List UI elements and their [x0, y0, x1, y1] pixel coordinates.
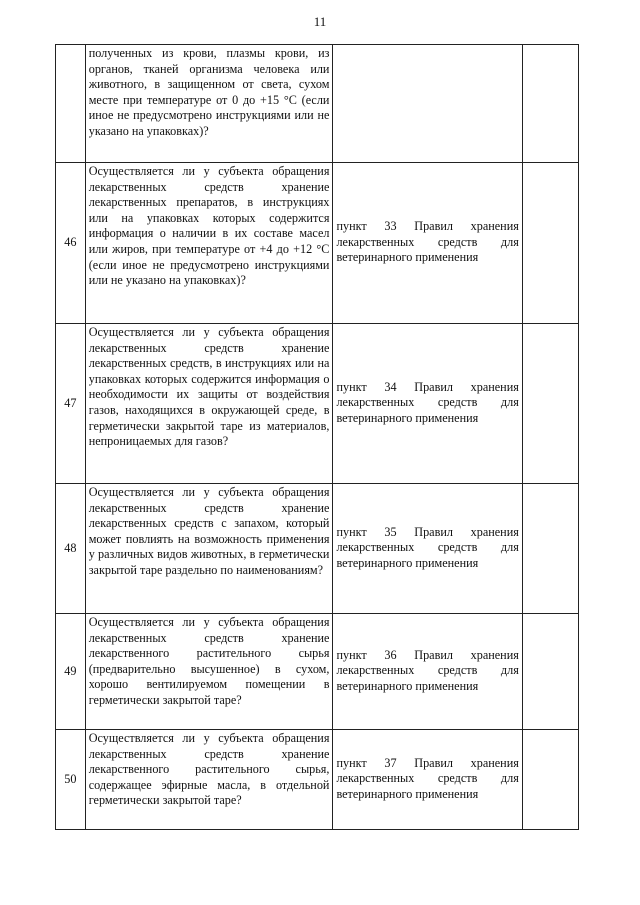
reference-cell: пункт 33 Правил хранения лекарственных средств для ветеринарного применения — [333, 163, 522, 324]
table-row — [56, 484, 579, 614]
reference-cell — [333, 45, 522, 163]
empty-cell — [522, 730, 578, 830]
row-number: 49 — [56, 614, 86, 730]
question-cell: Осуществляется ли у субъекта обращения лекарственных средств хранение лекарственных средств с запахом, который может повлиять на возможность применения у различных видов животных, в герметически закрытой таре раздельно по наименованиям? — [85, 484, 333, 614]
row-number: 50 — [56, 730, 86, 830]
table-row — [56, 614, 579, 730]
row-number: 46 — [56, 163, 86, 324]
empty-cell — [522, 484, 578, 614]
empty-cell — [522, 614, 578, 730]
empty-cell — [522, 163, 578, 324]
question-cell: Осуществляется ли у субъекта обращения лекарственных средств хранение лекарственных препаратов, в инструкциях или на упаковках которых содержится информация о наличии в их составе масел или жиров, при температуре от +4 до +12 °С (если иное не предусмотрено инструкциями или не указано на упаковках)? — [85, 163, 333, 324]
row-number — [56, 45, 86, 163]
table-row — [56, 324, 579, 484]
row-number: 47 — [56, 324, 86, 484]
question-cell: полученных из крови, плазмы крови, из органов, тканей организма человека или животного, в защищенном от света, сухом месте при температуре от 0 до +15 °С (если иное не предусмотрено инструкциями или не указано на упаковках)? — [85, 45, 333, 163]
question-cell: Осуществляется ли у субъекта обращения лекарственных средств хранение лекарственного растительного сырья, содержащее эфирные масла, в отдельной герметически закрытой таре? — [85, 730, 333, 830]
reference-cell: пункт 36 Правил хранения лекарственных средств для ветеринарного применения — [333, 614, 522, 730]
table-row — [56, 163, 579, 324]
table-row — [56, 730, 579, 830]
empty-cell — [522, 45, 578, 163]
question-cell: Осуществляется ли у субъекта обращения лекарственных средств хранение лекарственного растительного сырья (предварительно высушенное) в сухом, хорошо вентилируемом помещении в герметически закрытой таре? — [85, 614, 333, 730]
table-row — [56, 45, 579, 163]
reference-cell: пункт 35 Правил хранения лекарственных средств для ветеринарного применения — [333, 484, 522, 614]
empty-cell — [522, 324, 578, 484]
question-cell: Осуществляется ли у субъекта обращения лекарственных средств хранение лекарственных средств, в инструкциях или на упаковках которых содержится информация о необходимости их защиты от воздействия газов, находящихся в окружающей среде, в герметически закрытой таре из материалов, непроницаемых для газов? — [85, 324, 333, 484]
reference-cell: пункт 37 Правил хранения лекарственных средств для ветеринарного применения — [333, 730, 522, 830]
page-number: 11 — [313, 14, 327, 29]
reference-cell: пункт 34 Правил хранения лекарственных средств для ветеринарного применения — [333, 324, 522, 484]
row-number: 48 — [56, 484, 86, 614]
checklist-table — [55, 44, 579, 830]
